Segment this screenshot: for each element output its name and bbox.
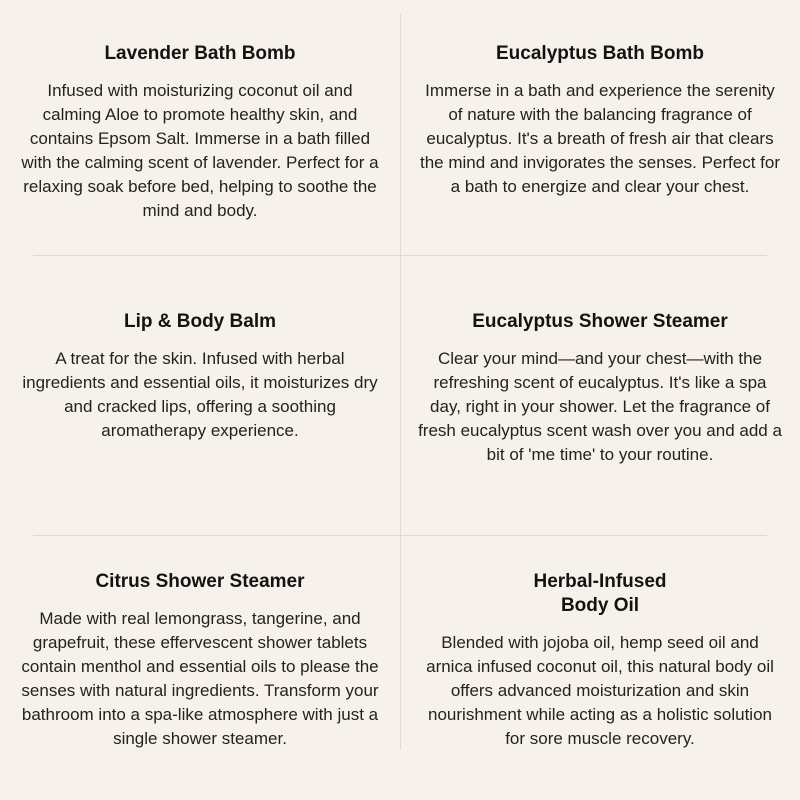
product-title: Eucalyptus Shower Steamer <box>472 311 728 332</box>
horizontal-divider-top <box>33 255 767 256</box>
product-title: Herbal-Infused Body Oil <box>533 571 667 616</box>
product-card-citrus-shower-steamer <box>10 570 390 751</box>
product-card-herbal-infused-body-oil <box>410 570 790 751</box>
product-description: Blended with jojoba oil, hemp seed oil and arnica infused coconut oil, this natural body oil offers advanced moisturization and skin nourishment while acting as a holistic solution for sore muscle recovery. <box>426 633 774 748</box>
horizontal-divider-bottom <box>33 535 767 536</box>
product-card-eucalyptus-shower-steamer <box>410 310 790 467</box>
product-description: Infused with moisturizing coconut oil and calming Aloe to promote healthy skin, and contains Epsom Salt. Immerse in a bath filled with the calming scent of lavender. Perfect for a relaxing soak before bed, helping to soothe the mind and body. <box>21 81 379 220</box>
product-card-lavender-bath-bomb <box>10 42 390 223</box>
vertical-divider <box>400 14 401 750</box>
product-title: Eucalyptus Bath Bomb <box>496 43 704 64</box>
product-title: Citrus Shower Steamer <box>95 571 305 592</box>
product-description: A treat for the skin. Infused with herbal ingredients and essential oils, it moisturizes dry and cracked lips, offering a soothing aromatherapy experience. <box>22 349 378 440</box>
product-description: Immerse in a bath and experience the serenity of nature with the balancing fragrance of eucalyptus. It's a breath of fresh air that clears the mind and invigorates the senses. Perfect for a bath to energize and clear your chest. <box>419 81 781 196</box>
product-description: Clear your mind—and your chest—with the refreshing scent of eucalyptus. It's like a spa day, right in your shower. Let the fragrance of fresh eucalyptus scent wash over you and add a bit of 'me time' to your routine. <box>418 349 782 464</box>
product-card-eucalyptus-bath-bomb <box>410 42 790 199</box>
product-title: Lip & Body Balm <box>123 311 276 332</box>
product-description: Made with real lemongrass, tangerine, and grapefruit, these effervescent shower tablets contain menthol and essential oils to please the senses with natural ingredients. Transform your bathroom into a spa-like atmosphere with just a single shower steamer. <box>21 609 379 748</box>
product-title: Lavender Bath Bomb <box>104 43 296 64</box>
product-card-lip-body-balm <box>10 310 390 443</box>
